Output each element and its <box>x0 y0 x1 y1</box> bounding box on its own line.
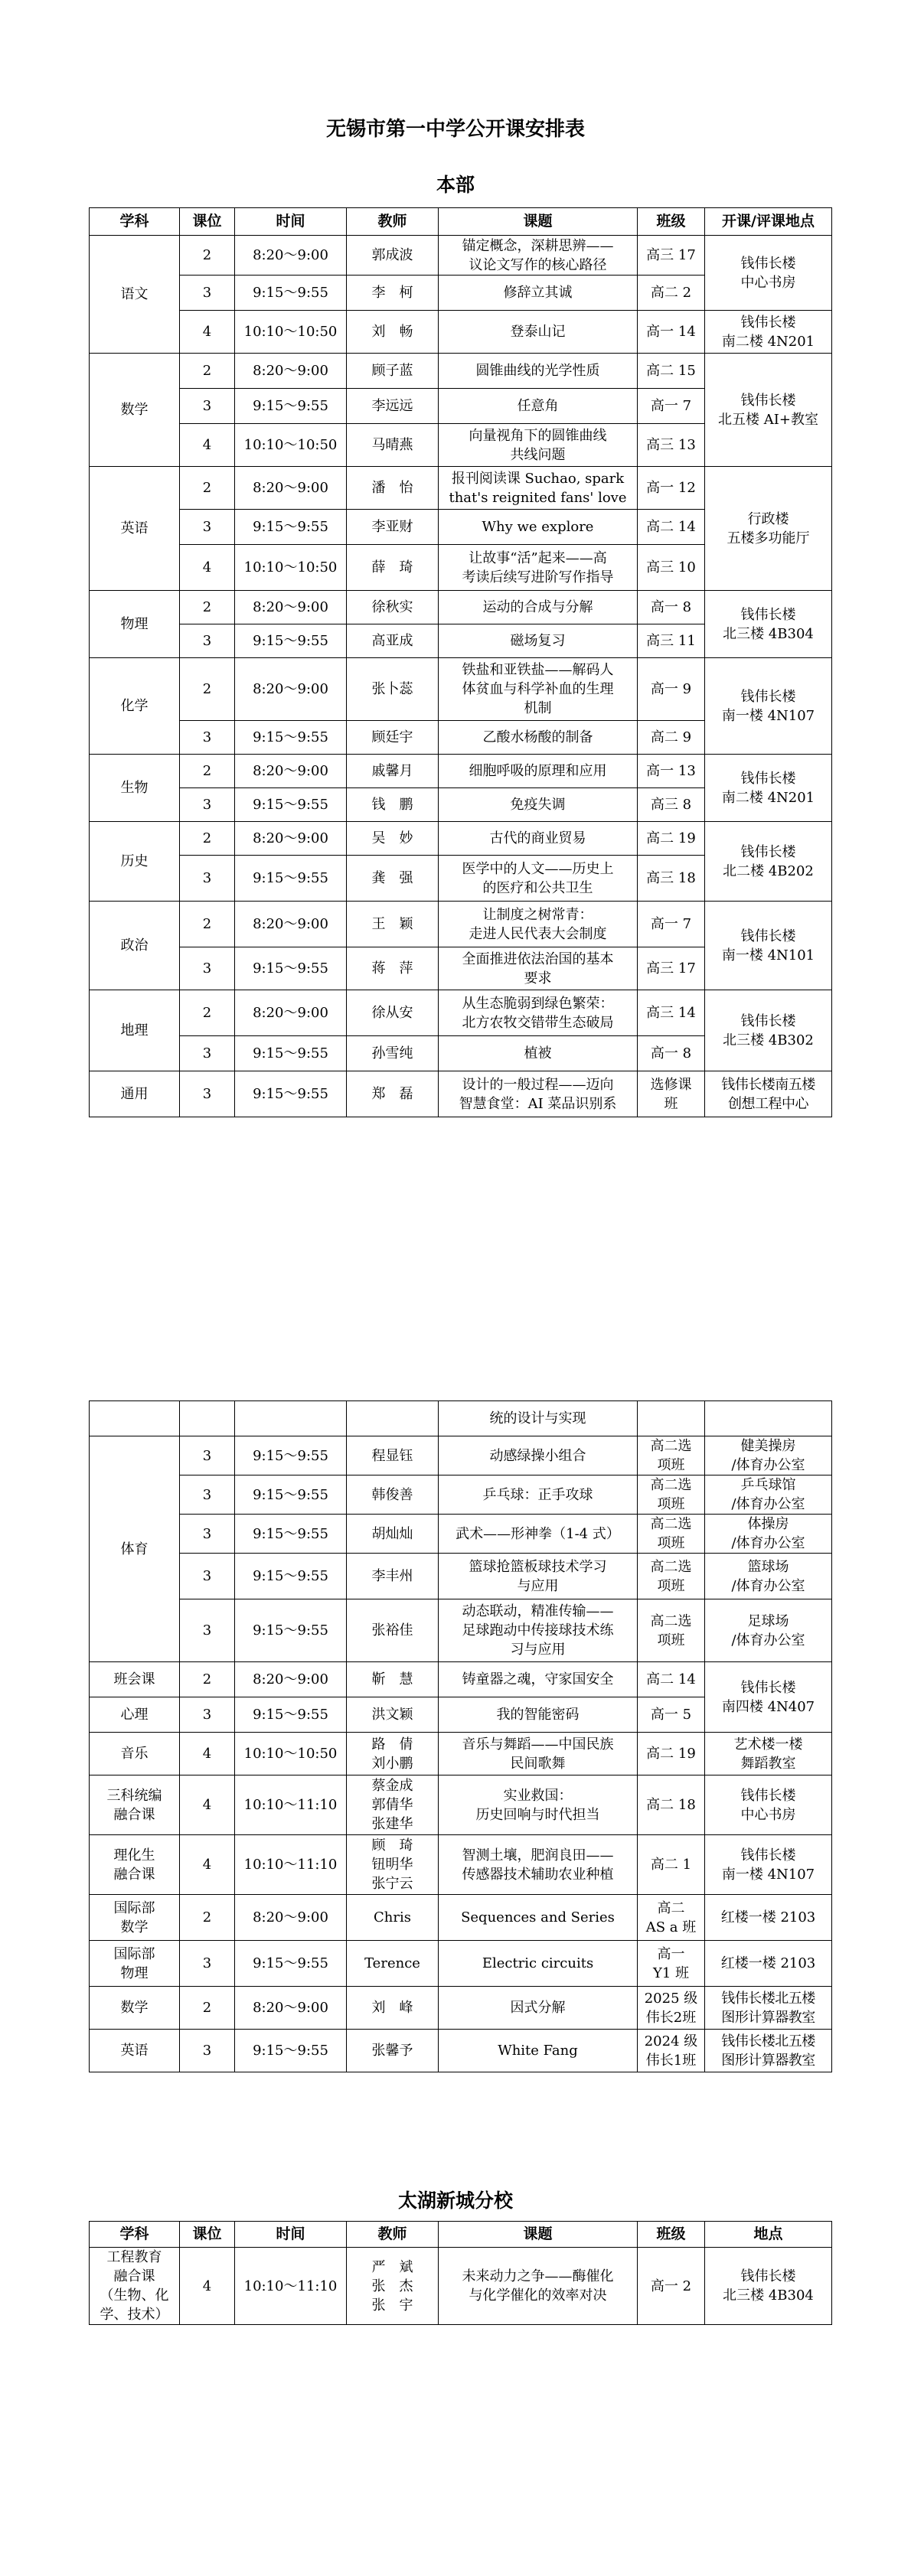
cell-class: 高三 10 <box>638 545 705 591</box>
header-class: 班级 <box>638 2222 705 2248</box>
header-time: 时间 <box>235 208 347 236</box>
cell-location: 行政楼 五楼多功能厅 <box>705 467 832 591</box>
cell-subject: 化学 <box>90 658 180 755</box>
cell-topic: 让故事“活”起来——高 考读后续写进阶写作指导 <box>439 545 638 591</box>
cell-period <box>180 1401 235 1436</box>
cell-class: 高二 14 <box>638 510 705 545</box>
cell-location: 红楼一楼 2103 <box>705 1895 832 1941</box>
cell-period: 4 <box>180 1835 235 1895</box>
cell-teacher: 吴 妙 <box>347 822 439 856</box>
cell-time: 9:15～9:55 <box>235 721 347 755</box>
cell-location: 篮球场 /体育办公室 <box>705 1554 832 1599</box>
table-row <box>90 1895 832 1941</box>
cell-topic: 修辞立其诚 <box>439 276 638 311</box>
cell-teacher: 顾 琦 钮明华 张宁云 <box>347 1835 439 1895</box>
cell-subject: 通用 <box>90 1071 180 1117</box>
cell-location: 钱伟长楼北五楼 图形计算器教室 <box>705 1987 832 2030</box>
cell-class: 高二 2 <box>638 276 705 311</box>
cell-period: 4 <box>180 1733 235 1775</box>
cell-teacher: 顾子蓝 <box>347 354 439 389</box>
cell-period: 3 <box>180 2030 235 2072</box>
cell-period: 2 <box>180 658 235 721</box>
cell-teacher: 路 倩 刘小鹏 <box>347 1733 439 1775</box>
cell-period: 2 <box>180 236 235 276</box>
cell-location: 钱伟长楼 中心书房 <box>705 1775 832 1835</box>
cell-time: 10:10～10:50 <box>235 424 347 467</box>
cell-class: 2024 级 伟长1班 <box>638 2030 705 2072</box>
cell-topic: 磁场复习 <box>439 624 638 658</box>
cell-class: 高二选 项班 <box>638 1436 705 1475</box>
cell-time: 9:15～9:55 <box>235 947 347 990</box>
cell-time: 9:15～9:55 <box>235 510 347 545</box>
cell-period: 3 <box>180 1036 235 1071</box>
cell-time: 8:20～9:00 <box>235 1895 347 1941</box>
cell-period: 4 <box>180 424 235 467</box>
cell-topic: 动感绿操小组合 <box>439 1436 638 1475</box>
cell-subject: 班会课 <box>90 1662 180 1697</box>
table-row <box>90 1835 832 1895</box>
cell-period: 2 <box>180 990 235 1036</box>
cell-location <box>705 1401 832 1436</box>
cell-time: 10:10～11:10 <box>235 2248 347 2325</box>
cell-class: 高一 13 <box>638 755 705 788</box>
table-row <box>90 1436 832 1475</box>
cell-topic: 未来动力之争——酶催化 与化学催化的效率对决 <box>439 2248 638 2325</box>
schedule-table-main-continued <box>89 1400 832 2072</box>
cell-period: 3 <box>180 1554 235 1599</box>
cell-time: 9:15～9:55 <box>235 1554 347 1599</box>
cell-location: 钱伟长楼 南一楼 4N107 <box>705 658 832 755</box>
cell-subject: 英语 <box>90 2030 180 2072</box>
cell-period: 2 <box>180 467 235 510</box>
cell-time: 9:15～9:55 <box>235 1515 347 1554</box>
cell-location: 钱伟长楼 南一楼 4N107 <box>705 1835 832 1895</box>
cell-location: 钱伟长楼 南四楼 4N407 <box>705 1662 832 1733</box>
cell-time: 9:15～9:55 <box>235 788 347 822</box>
cell-time: 10:10～10:50 <box>235 311 347 354</box>
header-teacher: 教师 <box>347 208 439 236</box>
cell-location: 艺术楼一楼 舞蹈教室 <box>705 1733 832 1775</box>
cell-class: 高二 19 <box>638 1733 705 1775</box>
table-row <box>90 1599 832 1662</box>
cell-location: 钱伟长楼 南二楼 4N201 <box>705 311 832 354</box>
cell-period: 3 <box>180 1941 235 1987</box>
cell-topic: 免疫失调 <box>439 788 638 822</box>
cell-class: 高二 9 <box>638 721 705 755</box>
cell-location: 乒乓球馆 /体育办公室 <box>705 1475 832 1515</box>
cell-class: 选修课 班 <box>638 1071 705 1117</box>
cell-period: 3 <box>180 510 235 545</box>
cell-period: 3 <box>180 1436 235 1475</box>
cell-location: 钱伟长楼南五楼 创想工程中心 <box>705 1071 832 1117</box>
table-row <box>90 1515 832 1554</box>
cell-class: 高一 7 <box>638 902 705 947</box>
cell-teacher: 徐从安 <box>347 990 439 1036</box>
cell-time: 9:15～9:55 <box>235 2030 347 2072</box>
schedule-table-branch <box>89 2221 832 2325</box>
table-row <box>90 467 832 510</box>
cell-time: 8:20～9:00 <box>235 236 347 276</box>
cell-class: 高二选 项班 <box>638 1554 705 1599</box>
cell-class: 2025 级 伟长2班 <box>638 1987 705 2030</box>
header-location: 地点 <box>705 2222 832 2248</box>
cell-teacher: 李亚财 <box>347 510 439 545</box>
cell-subject: 物理 <box>90 591 180 658</box>
cell-period: 3 <box>180 276 235 311</box>
cell-class: 高三 17 <box>638 947 705 990</box>
cell-period: 2 <box>180 354 235 389</box>
cell-topic: 音乐与舞蹈——中国民族 民间歌舞 <box>439 1733 638 1775</box>
cell-topic: 乒乓球：正手攻球 <box>439 1475 638 1515</box>
cell-teacher: 潘 怡 <box>347 467 439 510</box>
cell-topic: 任意角 <box>439 389 638 424</box>
cell-location: 钱伟长楼 北三楼 4B304 <box>705 2248 832 2325</box>
cell-teacher: Terence <box>347 1941 439 1987</box>
cell-topic: 细胞呼吸的原理和应用 <box>439 755 638 788</box>
cell-period: 2 <box>180 1987 235 2030</box>
cell-period: 3 <box>180 1475 235 1515</box>
header-class: 班级 <box>638 208 705 236</box>
cell-topic: 植被 <box>439 1036 638 1071</box>
header-location: 开课/评课地点 <box>705 208 832 236</box>
cell-teacher: 孙雪纯 <box>347 1036 439 1071</box>
cell-subject: 数学 <box>90 354 180 467</box>
cell-topic: 铸童器之魂，守家国安全 <box>439 1662 638 1697</box>
cell-time: 9:15～9:55 <box>235 624 347 658</box>
cell-subject: 心理 <box>90 1697 180 1733</box>
cell-teacher: 郭成波 <box>347 236 439 276</box>
table-row <box>90 1401 832 1436</box>
cell-class: 高一 2 <box>638 2248 705 2325</box>
cell-period: 4 <box>180 545 235 591</box>
cell-topic: 登泰山记 <box>439 311 638 354</box>
cell-topic: 我的智能密码 <box>439 1697 638 1733</box>
cell-teacher: 蒋 萍 <box>347 947 439 990</box>
section-title-branch: 太湖新城分校 <box>397 2190 513 2212</box>
cell-location: 钱伟长楼 南一楼 4N101 <box>705 902 832 990</box>
cell-location: 钱伟长楼 北二楼 4B202 <box>705 822 832 902</box>
cell-time: 8:20～9:00 <box>235 1987 347 2030</box>
table-row <box>90 591 832 624</box>
section-title-main: 本部 <box>436 174 475 196</box>
cell-time: 8:20～9:00 <box>235 1662 347 1697</box>
cell-topic: 铁盐和亚铁盐——解码人 体贫血与科学补血的生理 机制 <box>439 658 638 721</box>
cell-period: 2 <box>180 902 235 947</box>
cell-subject <box>90 1401 180 1436</box>
cell-teacher: 戚馨月 <box>347 755 439 788</box>
cell-location: 红楼一楼 2103 <box>705 1941 832 1987</box>
cell-teacher: 王 颖 <box>347 902 439 947</box>
cell-teacher: 洪文颖 <box>347 1697 439 1733</box>
cell-subject: 国际部 物理 <box>90 1941 180 1987</box>
cell-teacher: 刘 峰 <box>347 1987 439 2030</box>
cell-topic: 统的设计与实现 <box>439 1401 638 1436</box>
cell-subject: 生物 <box>90 755 180 822</box>
header-teacher: 教师 <box>347 2222 439 2248</box>
cell-subject: 国际部 数学 <box>90 1895 180 1941</box>
table-row <box>90 1733 832 1775</box>
cell-time: 8:20～9:00 <box>235 755 347 788</box>
table-row <box>90 822 832 856</box>
header-subject: 学科 <box>90 208 180 236</box>
cell-teacher: 胡灿灿 <box>347 1515 439 1554</box>
cell-time <box>235 1401 347 1436</box>
cell-period: 4 <box>180 2248 235 2325</box>
cell-class: 高一 8 <box>638 591 705 624</box>
cell-period: 2 <box>180 822 235 856</box>
cell-period: 3 <box>180 389 235 424</box>
cell-class: 高三 13 <box>638 424 705 467</box>
header-period: 课位 <box>180 208 235 236</box>
cell-subject: 数学 <box>90 1987 180 2030</box>
cell-topic: 锚定概念，深耕思辨—— 议论文写作的核心路径 <box>439 236 638 276</box>
cell-time: 9:15～9:55 <box>235 1036 347 1071</box>
cell-time: 8:20～9:00 <box>235 467 347 510</box>
cell-teacher: 龚 强 <box>347 856 439 902</box>
table-header-row <box>90 208 832 236</box>
cell-teacher: 张裕佳 <box>347 1599 439 1662</box>
cell-teacher: 薛 琦 <box>347 545 439 591</box>
cell-teacher: 李远远 <box>347 389 439 424</box>
cell-subject: 三科统编 融合课 <box>90 1775 180 1835</box>
table-row <box>90 1475 832 1515</box>
cell-subject: 音乐 <box>90 1733 180 1775</box>
cell-topic: 篮球抢篮板球技术学习 与应用 <box>439 1554 638 1599</box>
cell-time: 8:20～9:00 <box>235 354 347 389</box>
cell-topic: 武术——形神拳（1-4 式） <box>439 1515 638 1554</box>
cell-time: 9:15～9:55 <box>235 1941 347 1987</box>
cell-period: 3 <box>180 721 235 755</box>
cell-class: 高二选 项班 <box>638 1515 705 1554</box>
header-topic: 课题 <box>439 208 638 236</box>
cell-location: 钱伟长楼 北五楼 AI+教室 <box>705 354 832 467</box>
cell-class: 高三 11 <box>638 624 705 658</box>
cell-location: 钱伟长楼 北三楼 4B302 <box>705 990 832 1071</box>
cell-subject: 英语 <box>90 467 180 591</box>
cell-period: 2 <box>180 1662 235 1697</box>
cell-period: 2 <box>180 591 235 624</box>
cell-location: 钱伟长楼北五楼 图形计算器教室 <box>705 2030 832 2072</box>
cell-time: 10:10～10:50 <box>235 545 347 591</box>
cell-period: 3 <box>180 947 235 990</box>
page-title: 无锡市第一中学公开课安排表 <box>325 118 585 141</box>
table-row <box>90 755 832 788</box>
cell-time: 8:20～9:00 <box>235 990 347 1036</box>
cell-topic: 因式分解 <box>439 1987 638 2030</box>
header-topic: 课题 <box>439 2222 638 2248</box>
table-row <box>90 1941 832 1987</box>
cell-class: 高二 14 <box>638 1662 705 1697</box>
cell-period: 3 <box>180 1697 235 1733</box>
table-row <box>90 658 832 721</box>
cell-period: 4 <box>180 311 235 354</box>
cell-topic: 智测土壤，肥润良田—— 传感器技术辅助农业种植 <box>439 1835 638 1895</box>
cell-class: 高三 14 <box>638 990 705 1036</box>
cell-class: 高二 18 <box>638 1775 705 1835</box>
cell-class: 高一 8 <box>638 1036 705 1071</box>
cell-teacher: 徐秋实 <box>347 591 439 624</box>
cell-topic: 医学中的人文——历史上 的医疗和公共卫生 <box>439 856 638 902</box>
cell-location: 健美操房 /体育办公室 <box>705 1436 832 1475</box>
table-row <box>90 2248 832 2325</box>
cell-topic: 圆锥曲线的光学性质 <box>439 354 638 389</box>
cell-period: 2 <box>180 1895 235 1941</box>
cell-teacher: 顾廷宇 <box>347 721 439 755</box>
cell-time: 10:10～11:10 <box>235 1835 347 1895</box>
cell-time: 10:10～10:50 <box>235 1733 347 1775</box>
cell-class: 高三 18 <box>638 856 705 902</box>
cell-location: 足球场 /体育办公室 <box>705 1599 832 1662</box>
cell-teacher: 高亚成 <box>347 624 439 658</box>
cell-topic: 全面推进依法治国的基本 要求 <box>439 947 638 990</box>
table-row <box>90 902 832 947</box>
cell-time: 9:15～9:55 <box>235 1436 347 1475</box>
cell-period: 4 <box>180 1775 235 1835</box>
cell-time: 9:15～9:55 <box>235 1697 347 1733</box>
table-header-row <box>90 2222 832 2248</box>
cell-class: 高二选 项班 <box>638 1475 705 1515</box>
cell-topic: 实业救国： 历史回响与时代担当 <box>439 1775 638 1835</box>
cell-time: 9:15～9:55 <box>235 389 347 424</box>
cell-subject: 理化生 融合课 <box>90 1835 180 1895</box>
cell-period: 3 <box>180 624 235 658</box>
cell-subject: 地理 <box>90 990 180 1071</box>
table-row <box>90 1071 832 1117</box>
table-row <box>90 236 832 276</box>
header-time: 时间 <box>235 2222 347 2248</box>
cell-topic: 从生态脆弱到绿色繁荣： 北方农牧交错带生态破局 <box>439 990 638 1036</box>
cell-teacher: 张卜蕊 <box>347 658 439 721</box>
cell-topic: Electric circuits <box>439 1941 638 1987</box>
cell-period: 3 <box>180 856 235 902</box>
cell-topic: 运动的合成与分解 <box>439 591 638 624</box>
cell-teacher: 钱 鹏 <box>347 788 439 822</box>
cell-class <box>638 1401 705 1436</box>
cell-class: 高三 17 <box>638 236 705 276</box>
table-row <box>90 2030 832 2072</box>
cell-teacher: 刘 畅 <box>347 311 439 354</box>
cell-time: 9:15～9:55 <box>235 1071 347 1117</box>
cell-subject: 历史 <box>90 822 180 902</box>
cell-subject: 体育 <box>90 1436 180 1662</box>
cell-teacher: 靳 慧 <box>347 1662 439 1697</box>
cell-location: 体操房 /体育办公室 <box>705 1515 832 1554</box>
cell-teacher <box>347 1401 439 1436</box>
cell-class: 高一 14 <box>638 311 705 354</box>
cell-teacher: 李丰州 <box>347 1554 439 1599</box>
cell-class: 高一 7 <box>638 389 705 424</box>
cell-location: 钱伟长楼 北三楼 4B304 <box>705 591 832 658</box>
table-row <box>90 1987 832 2030</box>
table-row <box>90 311 832 354</box>
cell-time: 9:15～9:55 <box>235 1475 347 1515</box>
cell-topic: Sequences and Series <box>439 1895 638 1941</box>
cell-class: 高一 12 <box>638 467 705 510</box>
cell-class: 高一 Y1 班 <box>638 1941 705 1987</box>
cell-period: 2 <box>180 755 235 788</box>
cell-period: 3 <box>180 1599 235 1662</box>
table-row <box>90 1554 832 1599</box>
cell-time: 8:20～9:00 <box>235 591 347 624</box>
cell-period: 3 <box>180 1071 235 1117</box>
cell-topic: White Fang <box>439 2030 638 2072</box>
cell-subject: 政治 <box>90 902 180 990</box>
cell-subject: 工程教育 融合课 （生物、化 学、技术） <box>90 2248 180 2325</box>
cell-topic: 乙酸水杨酸的制备 <box>439 721 638 755</box>
cell-class: 高二 AS a 班 <box>638 1895 705 1941</box>
cell-time: 9:15～9:55 <box>235 1599 347 1662</box>
header-period: 课位 <box>180 2222 235 2248</box>
cell-class: 高一 5 <box>638 1697 705 1733</box>
table-row <box>90 1775 832 1835</box>
cell-class: 高一 9 <box>638 658 705 721</box>
cell-teacher: 严 斌 张 杰 张 宇 <box>347 2248 439 2325</box>
cell-location: 钱伟长楼 中心书房 <box>705 236 832 311</box>
table-row <box>90 1662 832 1697</box>
cell-location: 钱伟长楼 南二楼 4N201 <box>705 755 832 822</box>
cell-time: 8:20～9:00 <box>235 902 347 947</box>
cell-teacher: 韩俊善 <box>347 1475 439 1515</box>
cell-topic: 向量视角下的圆锥曲线 共线问题 <box>439 424 638 467</box>
cell-topic: Why we explore <box>439 510 638 545</box>
table-row <box>90 354 832 389</box>
cell-topic: 古代的商业贸易 <box>439 822 638 856</box>
cell-time: 9:15～9:55 <box>235 856 347 902</box>
cell-topic: 动态联动，精准传输—— 足球跑动中传接球技术练 习与应用 <box>439 1599 638 1662</box>
cell-class: 高二 1 <box>638 1835 705 1895</box>
cell-topic: 报刊阅读课 Suchao, spark that's reignited fans' love <box>439 467 638 510</box>
cell-period: 3 <box>180 788 235 822</box>
cell-teacher: 张馨予 <box>347 2030 439 2072</box>
cell-teacher: 蔡金成 郭倩华 张建华 <box>347 1775 439 1835</box>
cell-period: 3 <box>180 1515 235 1554</box>
cell-class: 高二选 项班 <box>638 1599 705 1662</box>
cell-teacher: 程显钰 <box>347 1436 439 1475</box>
cell-time: 9:15～9:55 <box>235 276 347 311</box>
cell-teacher: 郑 磊 <box>347 1071 439 1117</box>
cell-class: 高二 15 <box>638 354 705 389</box>
table-row <box>90 990 832 1036</box>
cell-time: 10:10～11:10 <box>235 1775 347 1835</box>
cell-teacher: 马晴燕 <box>347 424 439 467</box>
cell-teacher: Chris <box>347 1895 439 1941</box>
cell-teacher: 李 柯 <box>347 276 439 311</box>
cell-time: 8:20～9:00 <box>235 822 347 856</box>
cell-time: 8:20～9:00 <box>235 658 347 721</box>
cell-class: 高三 8 <box>638 788 705 822</box>
cell-subject: 语文 <box>90 236 180 354</box>
cell-topic: 设计的一般过程——迈向 智慧食堂：AI 菜品识别系 <box>439 1071 638 1117</box>
header-subject: 学科 <box>90 2222 180 2248</box>
cell-class: 高二 19 <box>638 822 705 856</box>
schedule-table-main <box>89 207 832 1117</box>
cell-topic: 让制度之树常青： 走进人民代表大会制度 <box>439 902 638 947</box>
